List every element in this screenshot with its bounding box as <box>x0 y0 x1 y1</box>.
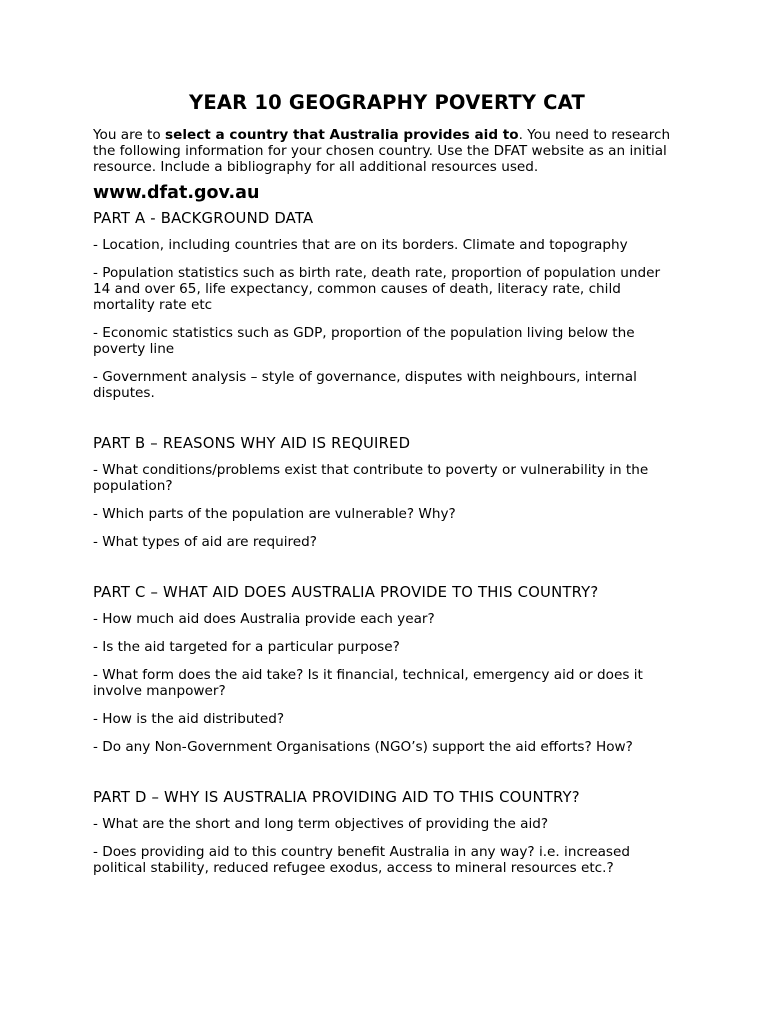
document-title: YEAR 10 GEOGRAPHY POVERTY CAT <box>189 91 585 114</box>
part-d-item: - Does providing aid to this country benefit Australia in any way? i.e. increased political stability, reduced refugee exodus, access to mineral resources etc.? <box>93 844 630 876</box>
part-b-item: - What types of aid are required? <box>93 534 317 550</box>
intro-text-start: You are to <box>93 127 166 143</box>
part-c-item: - How much aid does Australia provide each year? <box>93 611 435 627</box>
intro-text-end: . You need to research the following information for your chosen country. Use the DFAT website as an initial resource. Include a bibliography for all additional resources used. <box>93 127 671 175</box>
part-d-item: - What are the short and long term objectives of providing the aid? <box>93 816 549 832</box>
part-c-heading: PART C – WHAT AID DOES AUSTRALIA PROVIDE TO THIS COUNTRY? <box>93 584 599 601</box>
part-a-item: - Economic statistics such as GDP, proportion of the population living below the poverty line <box>93 325 635 357</box>
part-a-heading: PART A - BACKGROUND DATA <box>93 210 314 227</box>
document-page <box>93 92 681 888</box>
part-a-item: - Government analysis – style of governance, disputes with neighbours, internal disputes. <box>93 369 637 401</box>
intro-paragraph <box>93 127 681 175</box>
part-c-item: - Is the aid targeted for a particular purpose? <box>93 639 400 655</box>
section-spacer <box>93 413 681 435</box>
intro-text-bold: select a country that Australia provides aid to <box>165 127 519 143</box>
section-spacer <box>93 562 681 584</box>
part-a-item: - Location, including countries that are on its borders. Climate and topography <box>93 237 628 253</box>
section-spacer <box>93 767 681 789</box>
part-b-heading: PART B – REASONS WHY AID IS REQUIRED <box>93 435 411 452</box>
dfat-website-link[interactable]: www.dfat.gov.au <box>93 183 260 203</box>
part-b-item: - Which parts of the population are vulnerable? Why? <box>93 506 456 522</box>
part-c-item: - How is the aid distributed? <box>93 711 285 727</box>
part-a-item: - Population statistics such as birth rate, death rate, proportion of population under 14 and over 65, life expectancy, common causes of death, literacy rate, child mortality rate etc <box>93 265 661 313</box>
part-c-item: - What form does the aid take? Is it financial, technical, emergency aid or does it involve manpower? <box>93 667 643 699</box>
part-b-item: - What conditions/problems exist that contribute to poverty or vulnerability in the population? <box>93 462 649 494</box>
part-c-item: - Do any Non-Government Organisations (NGO’s) support the aid efforts? How? <box>93 739 633 755</box>
part-d-heading: PART D – WHY IS AUSTRALIA PROVIDING AID TO THIS COUNTRY? <box>93 789 580 806</box>
